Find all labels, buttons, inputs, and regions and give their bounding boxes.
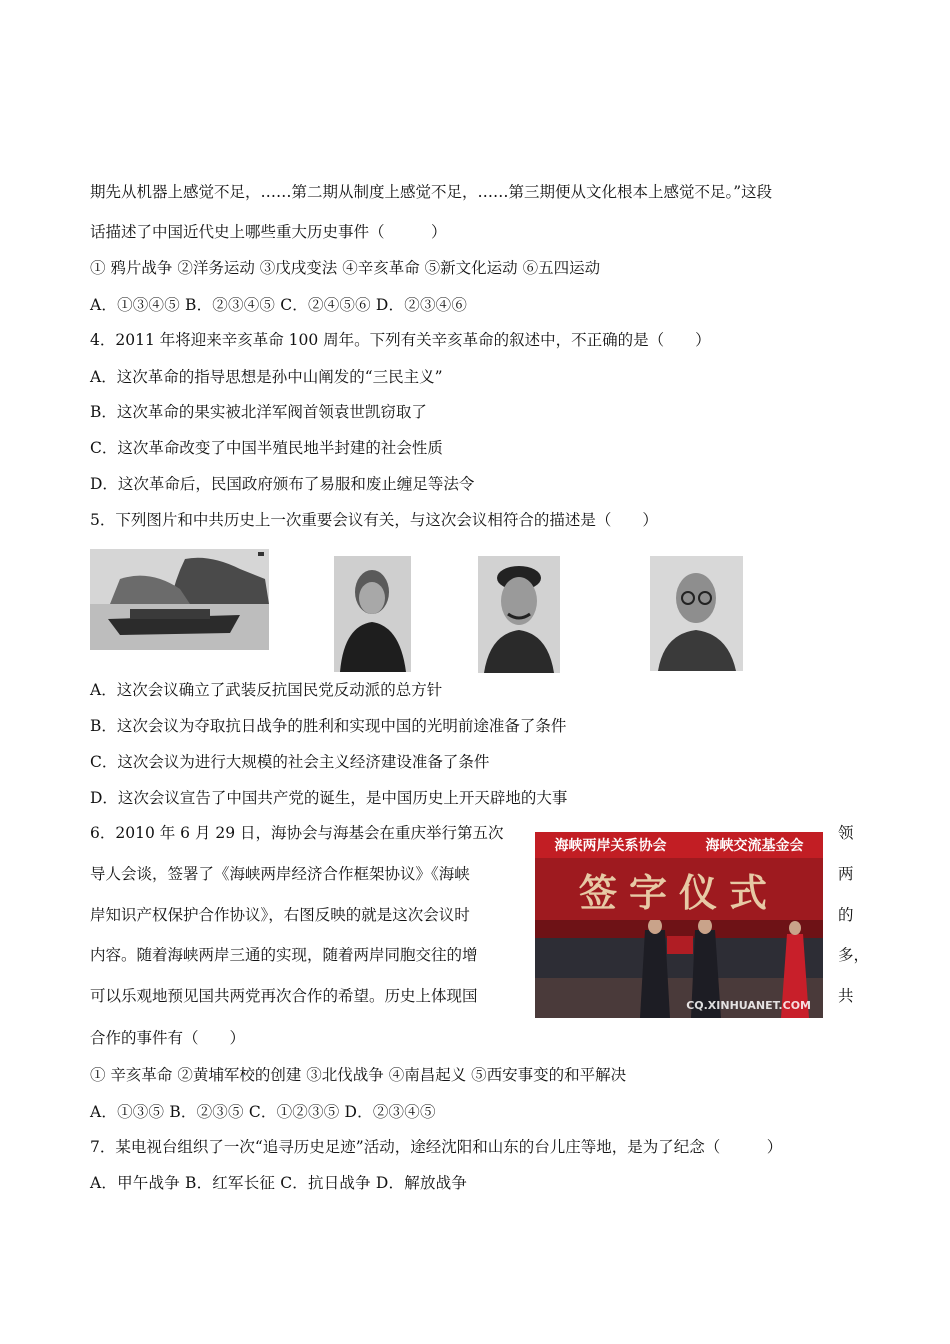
q5-stem: 5．下列图片和中共历史上一次重要会议有关，与这次会议相符合的描述是（ ） [90,511,658,529]
q3-text-line-2: 话描述了中国近代史上哪些重大历史事件（ ） [90,223,447,241]
q7-stem: 7．某电视台组织了一次“追寻历史足迹”活动，途经沈阳和山东的台儿庄等地，是为了纪念（ ） [90,1138,783,1156]
signing-photo-banner-left: 海峡两岸关系协会 [554,838,667,854]
q6-text-row-3-end: 的 [838,906,854,924]
q6-text-row-4-end: 多， [838,946,870,964]
signing-photo-banner [535,832,823,858]
q6-text-row-4: 内容。随着海峡两岸三通的实现，随着两岸同胞交往的增 [90,946,478,964]
q6-text-row-5-end: 共 [838,987,854,1005]
q4-option-a: A．这次革命的指导思想是孙中山阐发的“三民主义” [90,368,443,386]
red-boat-photo [90,549,269,650]
q4-option-b: B．这次革命的果实被北洋军阀首领袁世凯窃取了 [90,403,427,421]
signing-photo-watermark: CQ.XINHUANET.COM [686,999,811,1012]
portrait-photo-3 [650,556,743,671]
q5-option-c: C．这次会议为进行大规模的社会主义经济建设准备了条件 [90,753,490,771]
portrait-photo-2 [478,556,560,673]
q6-text-row-6: 合作的事件有（ ） [90,1029,246,1047]
q6-text-row-5: 可以乐观地预见国共两党再次合作的希望。历史上体现国 [90,987,478,1005]
signing-photo-title: 签字仪式 [578,871,779,915]
q6-text-row-3: 岸知识产权保护合作协议》，右图反映的就是这次会议时 [90,906,470,924]
q3-text-line-1: 期先从机器上感觉不足，……第二期从制度上感觉不足，……第三期便从文化根本上感觉不足。”这段 [90,183,773,201]
q4-stem: 4．2011 年将迎来辛亥革命 100 周年。下列有关辛亥革命的叙述中，不正确的是（ ） [90,331,711,349]
portrait-photo-1 [334,556,411,672]
q3-options: A．①③④⑤ B．②③④⑤ C．②④⑤⑥ D．②③④⑥ [90,296,468,314]
q6-text-row-1-end: 领 [838,824,854,842]
q7-options: A．甲午战争 B．红军长征 C．抗日战争 D．解放战争 [90,1174,468,1192]
signing-photo-banner-right: 海峡交流基金会 [705,838,804,854]
signing-ceremony-photo [535,832,823,1018]
q5-option-b: B．这次会议为夺取抗日战争的胜利和实现中国的光明前途准备了条件 [90,717,567,735]
q6-text-row-1: 6．2010 年 6 月 29 日，海协会与海基会在重庆举行第五次 [90,824,504,842]
q3-items: ① 鸦片战争 ②洋务运动 ③戊戌变法 ④辛亥革命 ⑤新文化运动 ⑥五四运动 [90,259,601,277]
q6-items: ① 辛亥革命 ②黄埔军校的创建 ③北伐战争 ④南昌起义 ⑤西安事变的和平解决 [90,1066,627,1084]
q6-text-row-2-end: 两 [838,865,854,883]
q5-option-a: A．这次会议确立了武装反抗国民党反动派的总方针 [90,681,443,699]
q6-options: A．①③⑤ B．②③⑤ C．①②③⑤ D．②③④⑤ [90,1103,436,1121]
q4-option-d: D．这次革命后，民国政府颁布了易服和废止缠足等法令 [90,475,475,493]
q6-text-row-2: 导人会谈，签署了《海峡两岸经济合作框架协议》《海峡 [90,865,470,883]
q4-option-c: C．这次革命改变了中国半殖民地半封建的社会性质 [90,439,443,457]
q5-option-d: D．这次会议宣告了中国共产党的诞生，是中国历史上开天辟地的大事 [90,789,568,807]
